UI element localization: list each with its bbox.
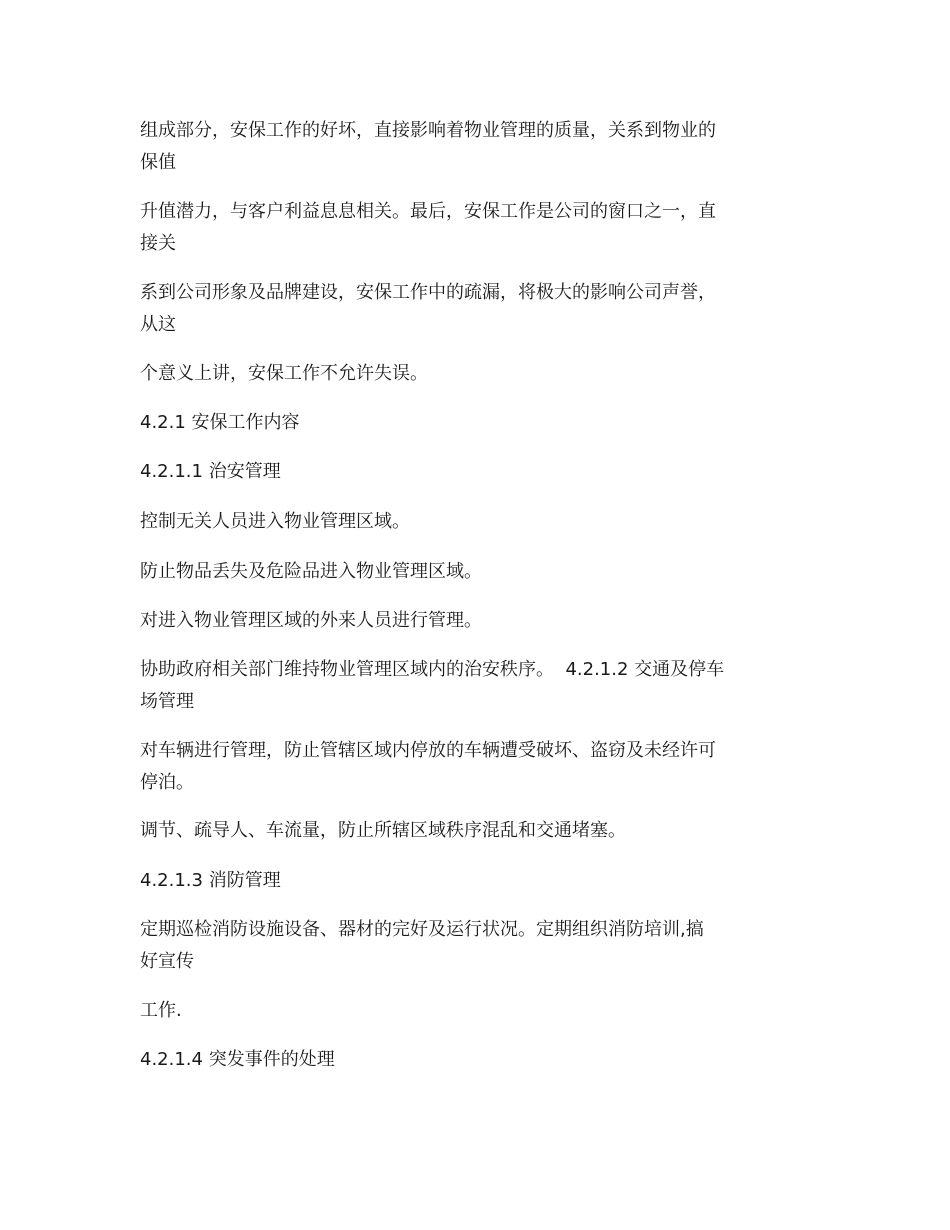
paragraph-8: 协助政府相关部门维持物业管理区域内的治安秩序。 4.2.1.2 交通及停车 场管理 [140,659,725,712]
section-heading-4-2-1-4: 4.2.1.4 突发事件的处理 [140,1049,335,1070]
paragraph-10: 调节、疏导人、车流量，防止所辖区域秩序混乱和交通堵塞。 [140,820,626,841]
paragraph-6: 防止物品丢失及危险品进入物业管理区域。 [140,561,482,582]
paragraph-5: 控制无关人员进入物业管理区域。 [140,511,410,532]
section-heading-4-2-1: 4.2.1 安保工作内容 [140,412,300,433]
section-heading-4-2-1-3: 4.2.1.3 消防管理 [140,870,281,891]
section-heading-4-2-1-1: 4.2.1.1 治安管理 [140,461,281,482]
paragraph-9: 对车辆进行管理，防止管辖区域内停放的车辆遭受破坏、盗窃及未经许可 停泊。 [140,740,716,793]
paragraph-11: 定期巡检消防设施设备、器材的完好及运行状况。定期组织消防培训,搞 好宣传 [140,919,704,972]
paragraph-2: 升值潜力，与客户利益息息相关。最后，安保工作是公司的窗口之一，直 接关 [140,201,716,254]
paragraph-3: 系到公司形象及品牌建设，安保工作中的疏漏，将极大的影响公司声誉， 从这 [140,282,716,335]
paragraph-1: 组成部分，安保工作的好坏，直接影响着物业管理的质量，关系到物业的 保值 [140,120,716,173]
paragraph-7: 对进入物业管理区域的外来人员进行管理。 [140,610,482,631]
paragraph-12: 工作. [140,1000,182,1021]
paragraph-4: 个意义上讲，安保工作不允许失误。 [140,363,428,384]
